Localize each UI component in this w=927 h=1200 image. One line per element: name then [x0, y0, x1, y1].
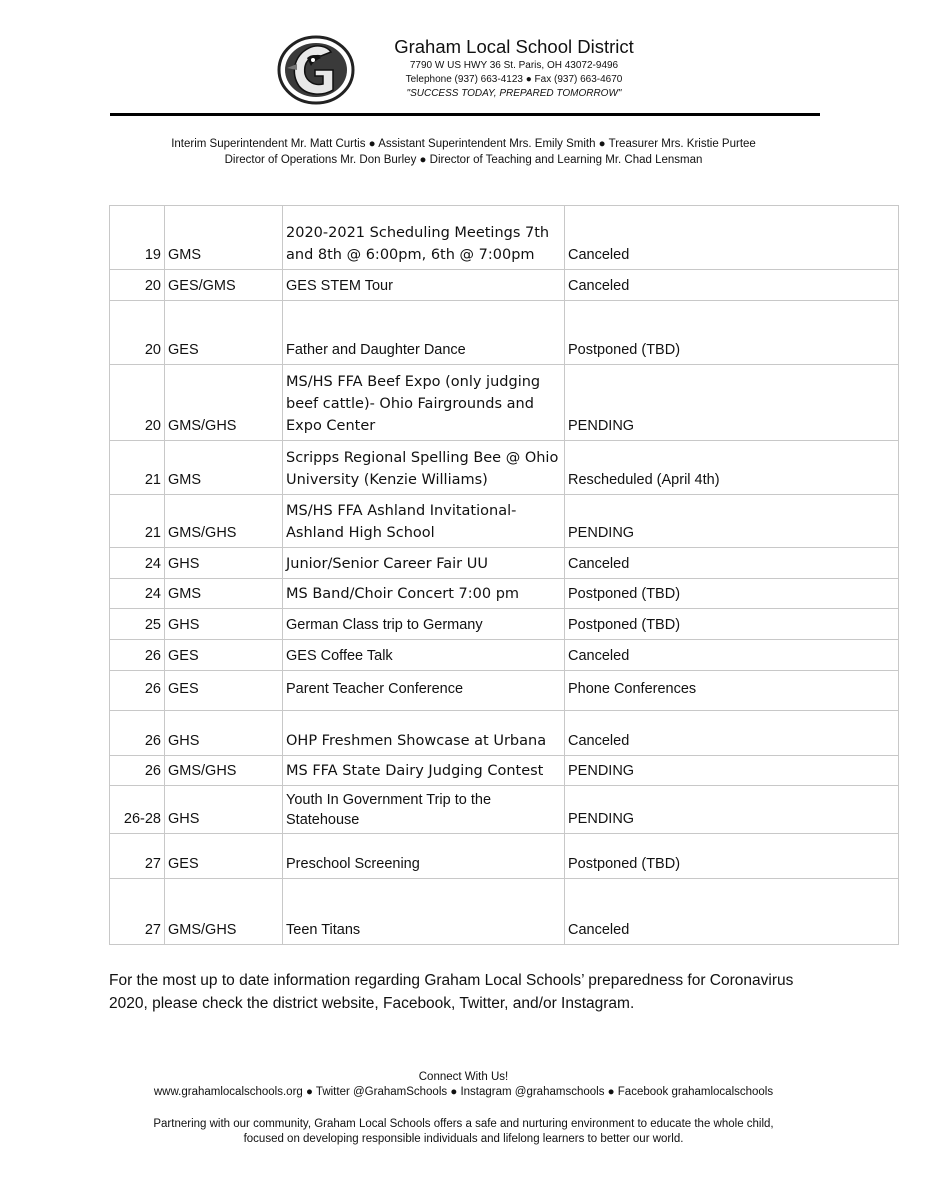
building-cell: GES/GMS — [165, 270, 283, 301]
status-cell: PENDING — [565, 495, 899, 548]
building-cell: GHS — [165, 786, 283, 834]
district-address: 7790 W US HWY 36 St. Paris, OH 43072-9496 — [409, 60, 619, 71]
day-cell: 26 — [110, 756, 165, 786]
day-cell: 21 — [110, 441, 165, 495]
status-cell: PENDING — [565, 365, 899, 441]
district-name: Graham Local School District — [394, 36, 634, 57]
status-cell: Canceled — [565, 548, 899, 579]
day-cell: 20 — [110, 270, 165, 301]
event-cell: GES STEM Tour — [283, 270, 565, 301]
building-cell: GES — [165, 301, 283, 365]
day-cell: 24 — [110, 579, 165, 609]
event-cell: Junior/Senior Career Fair UU — [283, 548, 565, 579]
district-phone-fax: Telephone (937) 663-4123 ● Fax (937) 663-4670 — [405, 74, 623, 85]
footer — [0, 1070, 927, 1147]
district-info — [364, 35, 664, 101]
table-row — [110, 879, 899, 945]
day-cell: 27 — [110, 834, 165, 879]
administration-line-1: Interim Superintendent Mr. Matt Curtis ● Assistant Superintendent Mrs. Emily Smith ● Treasurer Mrs. Kristie Purtee — [171, 138, 756, 150]
falcon-g-logo — [277, 34, 355, 106]
day-cell: 26-28 — [110, 786, 165, 834]
table-row — [110, 640, 899, 671]
status-cell: Rescheduled (April 4th) — [565, 441, 899, 495]
status-cell: Postponed (TBD) — [565, 834, 899, 879]
day-cell: 26 — [110, 640, 165, 671]
day-cell: 27 — [110, 879, 165, 945]
event-cell: 2020-2021 Scheduling Meetings 7th and 8th @ 6:00pm, 6th @ 7:00pm — [283, 206, 565, 270]
building-cell: GHS — [165, 548, 283, 579]
building-cell: GMS — [165, 206, 283, 270]
status-cell: Canceled — [565, 879, 899, 945]
events-table-body — [110, 206, 899, 945]
status-cell: Canceled — [565, 711, 899, 756]
event-cell: MS FFA State Dairy Judging Contest — [283, 756, 565, 786]
event-cell: Scripps Regional Spelling Bee @ Ohio University (Kenzie Williams) — [283, 441, 565, 495]
table-row — [110, 786, 899, 834]
status-cell: PENDING — [565, 756, 899, 786]
table-row — [110, 579, 899, 609]
table-row — [110, 270, 899, 301]
building-cell: GHS — [165, 711, 283, 756]
building-cell: GMS/GHS — [165, 365, 283, 441]
connect-heading: Connect With Us! — [418, 1071, 509, 1083]
event-cell: MS/HS FFA Ashland Invitational- Ashland High School — [283, 495, 565, 548]
table-row — [110, 671, 899, 711]
table-row — [110, 206, 899, 270]
day-cell: 20 — [110, 301, 165, 365]
day-cell: 21 — [110, 495, 165, 548]
event-cell: Father and Daughter Dance — [283, 301, 565, 365]
building-cell: GMS/GHS — [165, 879, 283, 945]
building-cell: GES — [165, 640, 283, 671]
building-cell: GES — [165, 834, 283, 879]
event-cell: German Class trip to Germany — [283, 609, 565, 640]
status-cell: Canceled — [565, 206, 899, 270]
day-cell: 24 — [110, 548, 165, 579]
header-divider — [110, 113, 820, 116]
building-cell: GMS — [165, 441, 283, 495]
status-cell: Postponed (TBD) — [565, 609, 899, 640]
status-cell: Canceled — [565, 270, 899, 301]
table-row — [110, 756, 899, 786]
district-motto: "SUCCESS TODAY, PREPARED TOMORROW" — [406, 88, 622, 99]
event-cell: Preschool Screening — [283, 834, 565, 879]
status-cell: Postponed (TBD) — [565, 579, 899, 609]
table-row — [110, 548, 899, 579]
coronavirus-info-note: For the most up to date information regarding Graham Local Schools’ preparedness for Coronavirus 2020, please check the district website, Facebook, Twitter, and/or Instagram. — [109, 972, 794, 1012]
event-cell: MS Band/Choir Concert 7:00 pm — [283, 579, 565, 609]
table-row — [110, 495, 899, 548]
building-cell: GMS/GHS — [165, 756, 283, 786]
building-cell: GHS — [165, 609, 283, 640]
day-cell: 26 — [110, 711, 165, 756]
building-cell: GES — [165, 671, 283, 711]
event-cell: MS/HS FFA Beef Expo (only judging beef cattle)- Ohio Fairgrounds and Expo Center — [283, 365, 565, 441]
table-row — [110, 834, 899, 879]
event-cell: GES Coffee Talk — [283, 640, 565, 671]
table-row — [110, 365, 899, 441]
table-row — [110, 301, 899, 365]
event-cell: Parent Teacher Conference — [283, 671, 565, 711]
building-cell: GMS — [165, 579, 283, 609]
events-table — [109, 205, 899, 945]
event-cell: Youth In Government Trip to the Statehouse — [283, 786, 565, 834]
day-cell: 26 — [110, 671, 165, 711]
administration-line-2: Director of Operations Mr. Don Burley ● Director of Teaching and Learning Mr. Chad Lensman — [224, 154, 703, 166]
administration-list — [0, 136, 927, 168]
building-cell: GMS/GHS — [165, 495, 283, 548]
day-cell: 25 — [110, 609, 165, 640]
event-cell: OHP Freshmen Showcase at Urbana — [283, 711, 565, 756]
day-cell: 19 — [110, 206, 165, 270]
table-row — [110, 441, 899, 495]
status-cell: PENDING — [565, 786, 899, 834]
status-cell: Canceled — [565, 640, 899, 671]
table-row — [110, 609, 899, 640]
table-row — [110, 711, 899, 756]
status-cell: Phone Conferences — [565, 671, 899, 711]
day-cell: 20 — [110, 365, 165, 441]
social-links: www.grahamlocalschools.org ● Twitter @GrahamSchools ● Instagram @grahamschools ● Facebook grahamlocalschools — [153, 1086, 774, 1098]
event-cell: Teen Titans — [283, 879, 565, 945]
letterhead — [0, 0, 927, 120]
tagline-line-1: Partnering with our community, Graham Local Schools offers a safe and nurturing environment to educate the whole child, — [153, 1118, 774, 1130]
status-cell: Postponed (TBD) — [565, 301, 899, 365]
tagline-line-2: focused on developing responsible individuals and lifelong learners to better our world. — [243, 1133, 684, 1145]
